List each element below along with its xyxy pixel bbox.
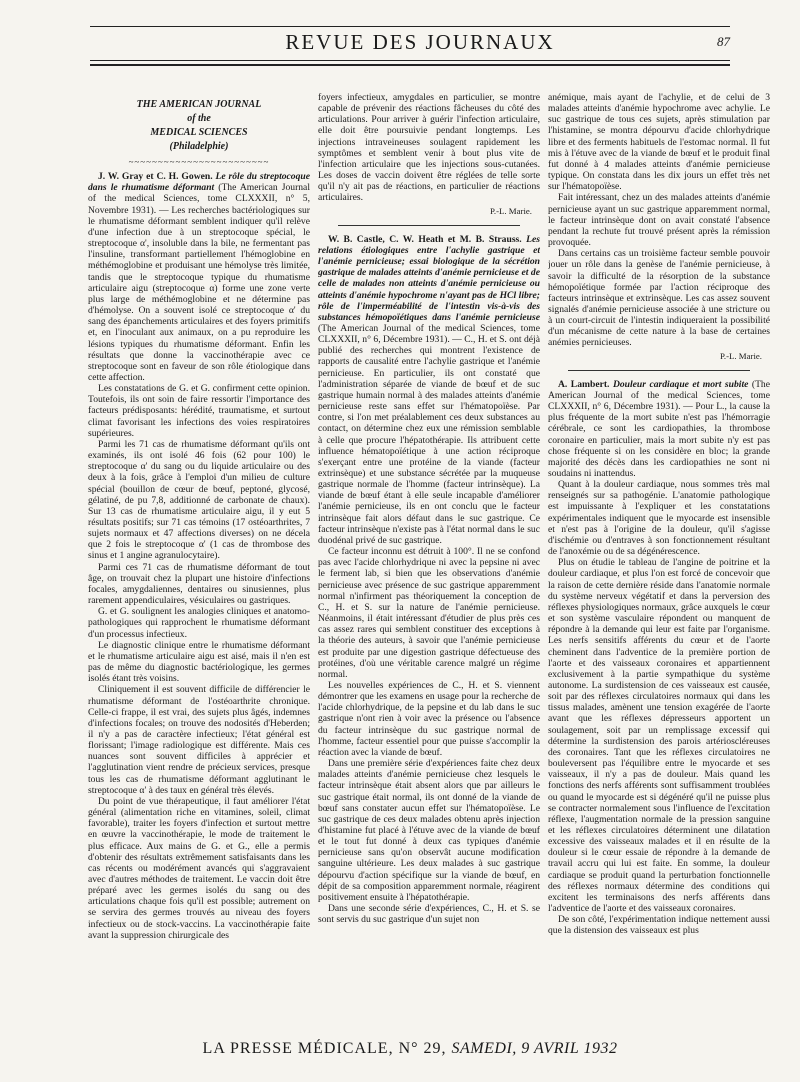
page-title: REVUE DES JOURNAUX [285,30,555,54]
article-2 [318,234,540,546]
top-rule [90,26,730,27]
paragraph: Fait intéressant, chez un des malades atteints d'anémie pernicieuse ayant un suc gastrique apparemment normal, le facteur intrinsèque dont on avait constaté l'absence pendant la rechute fut trouvé présent après la rémission provoquée. [548,192,770,249]
paragraph: Le diagnostic clinique entre le rhumatisme déformant et le rhumatisme articulaire aigu est aisé, mais il n'en est pas de même du diagnostic bactériologique, les germes isolés étant très voisins. [88,639,310,685]
article-2-title: Les relations étiologiques entre l'achylie gastrique et l'anémie pernicieuse; essai biologique de la sécrétion gastrique de malades atteints d'anémie pernicieuse et de celle de malades non atteints d'anémie pernicieuse ou atteints d'anémie hypochrome n'ayant pas de HCl libre; rôle de l'imperméabilité de l'intestin vis-à-vis des substances hémopoïétiques dans l'anémie pernicieuse [318,233,540,323]
paragraph: foyers infectieux, amygdales en particulier, se montre capable de prévenir des réactions fâcheuses du côté des articulations. Pour arriver à guérir l'infection articulaire, elle doit être poursuivie pendant longtemps. Les injections intraveineuses soulagent rapidement les symptômes et semblent venir à bout plus vite de l'infection articulaire que les injections sous-cutanées. Les doses de vaccin doivent être réglées de telle sorte qu'il n'y ait pas de réactions, en particulier de réactions articulaires. [318,92,540,204]
article-3-author: A. Lambert. [558,378,610,390]
paragraph: Cliniquement il est souvent difficile de différencier le rhumatisme déformant de l'ostéoarthrite chronique. Celle-ci frappe, il est vrai, des sujets plus âgés, indemnes d'infections focales; on trouve des nodosités d'Heberden; il n'y a pas de caractère infectieux; l'état général est florissant; l'image radiologique est différente. Mais ces nuances sont souvent difficiles à apprécier et l'agglutination vient rendre de précieux services, presque tous les cas de rhumatisme déformant agglutinant le streptocoque α' à des taux en général très élevés. [88,684,310,796]
article-1-body: (The American Journal of the medical Sciences, tome CLXXXII, n° 5, Novembre 1931). — Les recherches bactériologiques sur le rhumatisme déformant semblent indiquer qu'il relève d'une infection due à un streptocoque spécial, le streptocoque α', insoluble dans la bile, ne fermentant pas l'insuline, transformant partiellement l'hémoglobine en méthémoglobine et produisant une hémolyse très limitée, tandis que le streptocoque typique du rhumatisme articulaire aigu (streptocoque α) forme une zone verte plus large de méthémoglobine et ne détermine pas d'hémolyse. On a souvent isolé ce streptocoque α' du sang des épanchements articulaires et des foyers primitifs et, en l'inoculant aux animaux, on a pu reproduire les lésions typiques du rhumatisme déformant. Enfin les résultats que donne la vaccinothérapie avec ce streptocoque sont en faveur de son rôle étiologique dans cette affection. [88,182,310,383]
paragraph: Parmi les 71 cas de rhumatisme déformant qu'ils ont examinés, ils ont isolé 46 fois (62 pour 100) le streptocoque α' du sang ou du liquide articulaire ou des deux à la fois, grâce à l'emploi d'un milieu de culture spécial (bouillon de cœur de bœuf, peptoné, glycosé, gélatiné, de pu 7,8, additionné de carbonate de chaux). Sur 13 cas de rhumatisme articulaire aigu, il y eut 5 résultats positifs; sur 71 cas témoins (17 ostéoarthrites, 7 sujets normaux et 47 affections diverses) on ne décela que 2 fois le streptocoque α' (1 cas de thrombose des sinus et 1 angine agranulocytaire). [88,438,310,562]
paragraph: Parmi ces 71 cas de rhumatisme déformant de tout âge, on trouvait chez la plupart une histoire d'infections focales, amygdaliennes, dentaires ou sinusiennes, plus rarement appendiculaires, vésiculaires ou gastriques. [88,561,310,607]
journal-heading-line: THE AMERICAN JOURNAL [136,99,262,110]
paragraph: Ce facteur inconnu est détruit à 100°. Il ne se confond pas avec l'acide chlorhydrique ni avec la pepsine ni avec le ferment lab, si bien que les observations d'anémie pernicieuse avec présence de suc gastrique apparemment normal n'infirment pas théoriquement la conception de C., H. et S. sur la nature de l'anémie pernicieuse. Néanmoins, il était intéressant d'étudier de plus près ces cas assez rares qui semblent constituer des exceptions à la théorie des auteurs, à savoir que l'anémie pernicieuse est produite par une digestion gastrique défectueuse des protéines, d'où une véritable carence malgré un régime normal. [318,546,540,680]
page-footer [90,1040,730,1058]
article-2-body: (The American Journal of the medical Sciences, tome CLXXXII, n° 6, Décembre 1931). — C., H. et S. ont déjà publié des recherches qui montrent l'existence de rapports de causalité entre l'achylie gastrique et l'anémie pernicieuse. En particulier, ils ont constaté que l'administration séparée de viande de bœuf et de suc gastrique humain normal à des malades atteints d'anémie pernicieuse reste sans effet sur l'hématopoïèse. Par contre, si l'on met préalablement ces deux substances au contact, on détermine chez eux une rémission semblable à celle que procure l'hépatothérapie. Ils attribuent cette influence hématopoïétique à une action réciproque s'exerçant entre une protéine de la viande (facteur extrinsèque) et une substance sécrétée par la muqueuse gastrique normale de l'homme (facteur intrinsèque). La viande de bœuf étant à elle seule incapable d'améliorer l'anémie pernicieuse, ils en ont conclu que le facteur intrinsèque fait alors défaut dans le suc gastrique. Ce facteur intrinsèque n'existe pas à l'état normal dans le suc duodénal privé de suc gastrique. [318,322,540,546]
paragraph: De son côté, l'expérimentation indique nettement aussi que la distension des vaisseaux est plus [548,914,770,937]
article-1-title: Le rôle du streptocoque dans le rhumatisme déformant [88,171,310,194]
ornament-divider: ~~~~~~~~~~~~~~~~~~~~~~~~ [128,157,270,167]
journal-heading-line: (Philadelphie) [169,141,229,152]
paragraph: Du point de vue thérapeutique, il faut améliorer l'état général (alimentation riche en vitamines, soleil, climat favorable), traiter les foyers d'infection et surtout mettre en œuvre la vaccinothérapie, le mode de traitement le plus efficace. Aux mains de G. et G., elle a permis d'obtenir des résultats extrêmement satisfaisants dans les cas récents ou modérément avancés qui s'aggravaient avec d'autres méthodes de traitement. Le vaccin doit être préparé avec les germes isolés du sang ou des articulations chaque fois qu'il est possible; autrement on se servira des germes trouvés au niveau des foyers infectieux ou de stock-vaccins. La vaccinothérapie faite avant la suppression chirurgicale des [88,795,310,941]
paragraph: anémique, mais ayant de l'achylie, et de celui de 3 malades atteints d'anémie hypochrome avec achylie. Le suc gastrique de tous ces sujets, après stimulation par l'histamine, se montra dépourvu d'acide chlorhydrique libre et des ferments habituels de l'estomac normal. Il fut mis à l'étuve avec de la viande de bœuf et le produit final fut donné à 4 malades atteints d'anémie pernicieuse typique. On constata dans les dix jours un effet très net sur l'hématopoïèse. [548,92,770,193]
paragraph: Quant à la douleur cardiaque, nous sommes très mal renseignés sur sa pathogénie. L'anatomie pathologique est impuissante à l'expliquer et les constatations expérimentales indiquent que le myocarde est insensible et n'est pas à l'origine de la douleur, qu'il s'agisse d'ischémie ou d'entraves à son fonctionnement résultant de l'anoxémie ou de sa dégénérescence. [548,479,770,558]
column-3 [548,92,770,1032]
paragraph: Dans une seconde série d'expériences, C., H. et S. se sont servis du suc gastrique d'un sujet non [318,903,540,926]
article-3-title: Douleur cardiaque et mort subite [612,378,749,390]
footer-date: SAMEDI, 9 AVRIL 1932 [451,1040,618,1057]
author-signature: P.-L. Marie. [719,350,762,361]
article-1 [88,171,310,383]
journal-heading-line: MEDICAL SCIENCES [150,127,248,138]
header-rule-thick [90,64,730,66]
author-signature: P.-L. Marie. [489,205,532,216]
column-1 [88,92,310,1032]
article-3-body: (The American Journal of the medical Sciences, tome CLXXXII, n° 6, Décembre 1931). — Pour L., la cause la plus fréquente de la mort subite n'est pas l'hémorragie cérébrale, ce sont les cardiopathies, la thrombose coronaire en particulier, mais la mort subite n'y est pas chose fréquente si on les considère en bloc; la grande majorité des décès dans les cardiopathies ne sont ni soudains ni inattendus. [548,378,770,479]
article-2-authors: W. B. Castle, C. W. Heath et M. B. Strauss. [328,233,522,245]
journal-heading-line: of the [187,113,211,124]
paragraph: Plus on étudie le tableau de l'angine de poitrine et la douleur cardiaque, et plus l'on est forcé de concevoir que la raison de cette dernière réside dans l'anatomie normale du système nerveux végétatif et dans la perversion des réflexes physiologiques normaux, grâce auxquels le cœur et son système vasculaire répondent ou manquent de répondre à la demande qui leur est faite par l'organisme. Les nerfs sensitifs afférents du cœur et de l'aorte cheminent dans l'adventice de la première portion de l'aorte et des vaisseaux coronaires et appartiennent exclusivement à la partie sympathique du système autonome. La surdistension de ces vaisseaux est causée, soit par des réflexes circulatoires normaux qui dans les tissus malades, amènent une tension exagérée de l'aorte avant que les réflexes dépresseurs apportent un soulagement, soit par un remplissage excessif qui détermine la surdistension des parois artérioscléreuses des coronaires. Tant que les réflexes circulatoires ne bouleversent pas l'équilibre entre le myocarde et ses vaisseaux, il n'y a pas de douleur. Mais quand les fonctions des nerfs afférents sont suffisamment troublées ou quand le myocarde est si dégénéré qu'il ne puisse plus se contracter normalement sous l'influence de l'excitation réflexe, l'augmentation normale de la pression sanguine et les réflexes circulatoires déterminent une dilatation excessive des vaisseaux malades et il en résulte de la douleur si le cœur essaie de répondre à la demande de travail accru qui lui est faite. En somme, la douleur cardiaque se produit quand la perturbation fonctionnelle des réflexes normaux détermine des conditions qui excitent les terminaisons des nerfs afférents dans l'adventice de l'aorte et des vaisseaux coronaires. [548,557,770,915]
column-2 [318,92,540,1032]
footer-journal: LA PRESSE MÉDICALE, [202,1040,394,1057]
article-separator [568,370,750,371]
article-3 [548,379,770,479]
article-1-authors: J. W. Gray et C. H. Gowen. [98,171,213,183]
paragraph: Les nouvelles expériences de C., H. et S. viennent démontrer que les examens en usage pour la recherche de l'acide chlorhydrique, de la pepsine et du lab dans le suc gastrique n'ont rien à voir avec la présence ou l'absence du facteur intrinsèque du suc gastrique normal de l'homme, facteur essentiel pour que puisse s'accomplir la réaction avec la viande de bœuf. [318,679,540,758]
footer-issue: N° 29, [398,1040,447,1057]
page-number: 87 [717,34,730,49]
paragraph: Dans certains cas un troisième facteur semble pouvoir jouer un rôle dans la genèse de l'anémie pernicieuse, à savoir la difficulté de la résorption de la substance hémopoïétique formée par l'action réciproque des facteurs intrinsèque et extrinsèque. Les cas assez souvent signalés d'anémie pernicieuse associée à une stricture ou à un court-circuit de l'intestin indiqueraient la possibilité d'un mécanisme de cette nature à la base de certaines anémies pernicieuses. [548,248,770,349]
header-rule [90,60,730,61]
journal-heading [88,98,310,154]
paragraph: Dans une première série d'expériences faite chez deux malades atteints d'anémie pernicieuse chez lesquels le facteur intrinsèque était absent alors que par ailleurs le suc gastrique était normal, ils ont donné de la viande de bœuf sans constater aucun effet sur l'hématopoïèse. Le suc gastrique de ces deux malades obtenu après injection d'histamine fut placé à l'étuve avec de la viande de bœuf et le tout fut donné à deux cas typiques d'anémie pernicieuse sans qu'on observât aucune modification sanguine ultérieure. Les deux malades à suc gastrique dépourvu d'action spécifique sur la viande de bœuf, en dépit de sa composition apparemment normale, réagirent positivement ensuite à l'hépatothérapie. [318,758,540,903]
paragraph: G. et G. soulignent les analogies cliniques et anatomo-pathologiques qui rapprochent le rhumatisme déformant d'un processus infectieux. [88,606,310,640]
article-separator [338,225,520,226]
paragraph: Les constatations de G. et G. confirment cette opinion. Toutefois, ils ont soin de faire ressortir l'importance des facteurs prédisposants: hérédité, traumatisme, et surtout climat favorisant les infections des voies respiratoires supérieures. [88,383,310,439]
